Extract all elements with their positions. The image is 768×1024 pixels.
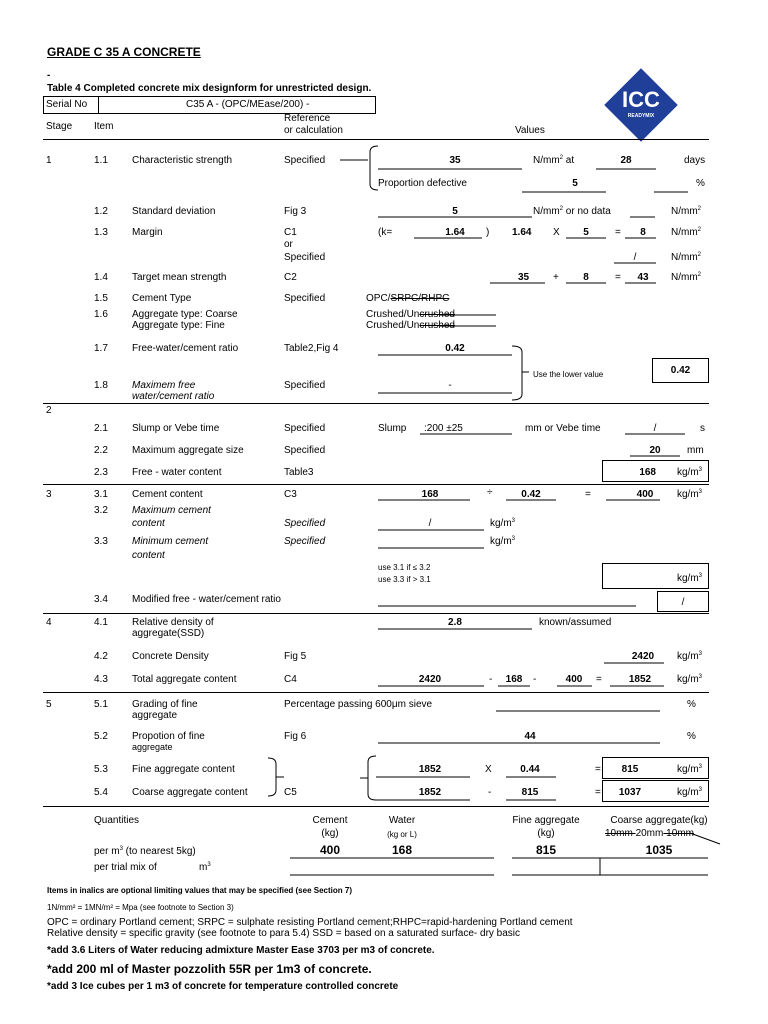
additive-3: *add 3 Ice cubes per 1 m3 of concrete for temperature controlled concrete xyxy=(47,981,399,992)
sup: 3 xyxy=(698,764,703,770)
unit-text: kg/m xyxy=(490,518,512,529)
header-or-calc: or calculation xyxy=(284,125,343,136)
item-1-7-num: 1.7 xyxy=(94,343,108,354)
item-1-1-num: 1.1 xyxy=(94,155,108,166)
struck-a: crushed xyxy=(419,309,455,320)
qty-coarse-value: 1035 xyxy=(645,843,673,857)
unit-text: N/mm xyxy=(671,227,698,238)
max-wc-value: - xyxy=(448,380,452,391)
item-2-1-num: 2.1 xyxy=(94,423,108,434)
sup: 2 xyxy=(697,206,702,212)
item-3-2-label2: content xyxy=(132,518,165,529)
struck-10mm-a: 10mm xyxy=(605,828,636,839)
cement-eq: = xyxy=(585,489,591,500)
fine-agg-x: X xyxy=(485,764,492,775)
qty-water-head: Water xyxy=(388,815,416,826)
qty-cement-head: Cement xyxy=(312,815,348,826)
unit-text: kg/m xyxy=(677,489,699,500)
item-5-3-label: Fine aggregate content xyxy=(132,764,235,775)
item-3-4-num: 3.4 xyxy=(94,594,108,605)
20mm: 20mm xyxy=(635,828,664,839)
use-rule-1: use 3.1 if ≤ 3.2 xyxy=(378,563,431,572)
unit-text: N/mm xyxy=(533,206,560,217)
stage-3: 3 xyxy=(46,489,52,500)
item-1-3-ref2: or xyxy=(284,239,293,250)
unit-text: N/mm xyxy=(671,272,698,283)
coarse-agg-m: - xyxy=(488,787,492,798)
unit-text: kg/m xyxy=(677,573,699,584)
item-3-1-ref: C3 xyxy=(284,489,297,500)
item-1-2-value: 5 xyxy=(452,206,458,217)
total-agg-b: 168 xyxy=(505,674,523,685)
item-1-3-ref3: Specified xyxy=(284,252,326,263)
item-4-3-label: Total aggregate content xyxy=(132,674,237,685)
item-2-2-num: 2.2 xyxy=(94,445,108,456)
item-1-4-num: 1.4 xyxy=(94,272,108,283)
grading-pct: % xyxy=(687,699,696,710)
header-reference: Reference xyxy=(284,113,331,124)
qty-fine-unit: (kg) xyxy=(537,828,555,839)
total-agg-m2: - xyxy=(533,674,537,685)
item-5-4-ref: C5 xyxy=(284,787,297,798)
item-3-2-ref: Specified xyxy=(284,518,326,529)
item-3-3-ref: Specified xyxy=(284,536,326,547)
target-eq: = xyxy=(615,272,621,283)
slump-label: Slump xyxy=(378,423,407,434)
max-cement-value: / xyxy=(428,518,432,529)
margin-k: (k= xyxy=(378,227,393,238)
item-2-3-label: Free - water content xyxy=(132,467,222,478)
item-1-5-num: 1.5 xyxy=(94,293,108,304)
unit-text: kg/m xyxy=(677,674,699,685)
item-4-1-num: 4.1 xyxy=(94,617,108,628)
item-1-8-num: 1.8 xyxy=(94,380,108,391)
additive-1: *add 3.6 Liters of Water reducing admixture Master Ease 3703 per m3 of concrete. xyxy=(47,945,435,956)
unit-text: N/mm xyxy=(671,206,698,217)
sup: 2 xyxy=(559,155,564,161)
item-1-2-num: 1.2 xyxy=(94,206,108,217)
target-b: 8 xyxy=(583,272,589,283)
margin-b: 5 xyxy=(583,227,589,238)
target-a: 35 xyxy=(518,272,530,283)
item-4-1-label2: aggregate(SSD) xyxy=(132,628,205,639)
unit-text: kg/m xyxy=(677,764,699,775)
free-water-value: 168 xyxy=(639,467,656,478)
logo-subtext: READYMIX xyxy=(627,113,655,119)
item-5-4-num: 5.4 xyxy=(94,787,108,798)
item-1-2-label: Standard deviation xyxy=(132,206,216,217)
item-3-3-label2: content xyxy=(132,550,165,561)
item-1-5-label: Cement Type xyxy=(132,293,192,304)
max-agg-value: 20 xyxy=(649,445,661,456)
item-1-7-ref: Table2,Fig 4 xyxy=(284,343,339,354)
serial-label: Serial No xyxy=(46,99,88,110)
quantities-label: Quantities xyxy=(94,815,140,826)
max-agg-unit: mm xyxy=(687,445,704,456)
margin-paren: ) xyxy=(486,227,490,238)
qty-cement-value: 400 xyxy=(319,843,341,857)
proportion-defective-value: 5 xyxy=(572,178,578,189)
sup: 3 xyxy=(698,674,703,680)
additive-2: *add 200 ml of Master pozzolith 55R per 1m3 of concrete. xyxy=(47,962,372,976)
or-no-data: or no data xyxy=(565,206,611,217)
sup: 3 xyxy=(119,846,123,852)
fine-agg-a: 1852 xyxy=(418,764,442,775)
margin-eq: = xyxy=(615,227,621,238)
sup: 3 xyxy=(698,489,703,495)
slump-value: :200 ±25 xyxy=(424,423,463,434)
sup: 2 xyxy=(697,272,702,278)
margin-x: X xyxy=(553,227,560,238)
sup: 3 xyxy=(511,536,516,542)
struck-b: crushed xyxy=(419,320,455,331)
table-caption: Table 4 Completed concrete mix designform for unrestricted design. xyxy=(47,83,372,94)
item-1-3-num: 1.3 xyxy=(94,227,108,238)
sup: 3 xyxy=(698,467,703,473)
m-text: m xyxy=(199,862,208,873)
serial-value: C35 A - (OPC/MEase/200) - xyxy=(186,99,310,110)
item-4-1-label1: Relative density of xyxy=(132,617,214,628)
item-2-2-ref: Specified xyxy=(284,445,326,456)
qty-cement-unit: (kg) xyxy=(321,828,339,839)
coarse-agg-result: 1037 xyxy=(618,787,642,798)
item-2-1-ref: Specified xyxy=(284,423,326,434)
fine-agg-eq: = xyxy=(595,764,601,775)
item-1-4-ref: C2 xyxy=(284,272,297,283)
item-5-2-ref: Fig 6 xyxy=(284,731,307,742)
header-values: Values xyxy=(515,125,545,136)
nearest-text: (to nearest 5kg) xyxy=(122,846,196,857)
item-5-2-label2: aggregate xyxy=(132,742,173,752)
sup: 3 xyxy=(698,651,703,657)
struck-10mm-b: 10mm xyxy=(663,828,694,839)
opc: OPC/ xyxy=(366,293,391,304)
stage-5: 5 xyxy=(46,699,52,710)
coarse-agg-a: 1852 xyxy=(418,787,442,798)
qty-water-unit: (kg or L) xyxy=(387,830,417,839)
document-title: GRADE C 35 A CONCRETE xyxy=(47,45,201,59)
item-1-6-label1: Aggregate type: Coarse xyxy=(132,309,238,320)
sup: 3 xyxy=(698,787,703,793)
note-4: Relative density = specific gravity (see footnote to para 5.4) SSD = based on a saturated surface- dry basic xyxy=(47,928,521,939)
item-4-2-label: Concrete Density xyxy=(132,651,209,662)
item-3-2-num: 3.2 xyxy=(94,505,108,516)
vebe-s: s xyxy=(700,423,705,434)
item-2-3-ref: Table3 xyxy=(284,467,314,478)
note-3: OPC = ordinary Portland cement; SRPC = sulphate resisting Portland cement;RHPC=rapid-hardening Portland cement xyxy=(47,917,573,928)
total-agg-result: 1852 xyxy=(628,674,652,685)
item-2-3-num: 2.3 xyxy=(94,467,108,478)
item-5-2-label1: Propotion of fine xyxy=(132,731,205,742)
qty-fine-head: Fine aggregate xyxy=(512,815,580,826)
total-agg-a: 2420 xyxy=(418,674,442,685)
item-1-1-value: 35 xyxy=(449,155,461,166)
proportion-defective-pct: % xyxy=(696,178,705,189)
coarse-agg-eq: = xyxy=(595,787,601,798)
item-3-3-num: 3.3 xyxy=(94,536,108,547)
struck-srpc: SRPC/RHPC xyxy=(390,293,450,304)
sup: 2 xyxy=(697,252,702,258)
margin-slash: / xyxy=(633,252,637,263)
qty-coarse-head: Coarse aggregate(kg) xyxy=(610,815,708,826)
fine-agg-b: 0.44 xyxy=(520,764,540,775)
sup: 3 xyxy=(207,862,211,868)
dash: - xyxy=(47,70,51,81)
item-1-4-label: Target mean strength xyxy=(132,272,227,283)
header-stage: Stage xyxy=(46,121,73,132)
qty-fine-value: 815 xyxy=(535,843,557,857)
stage-2: 2 xyxy=(46,405,52,416)
item-1-6-num: 1.6 xyxy=(94,309,108,320)
logo-text: ICC xyxy=(622,87,660,112)
qty-water-value: 168 xyxy=(391,843,413,857)
per-trial-label: per trial mix of xyxy=(94,862,157,873)
item-4-3-num: 4.3 xyxy=(94,674,108,685)
fine-prop-pct: % xyxy=(687,731,696,742)
unit-text: kg/m xyxy=(677,787,699,798)
margin-k-value: 1.64 xyxy=(445,227,465,238)
stage-1: 1 xyxy=(46,155,52,166)
item-5-1-num: 5.1 xyxy=(94,699,108,710)
total-agg-eq: = xyxy=(596,674,602,685)
item-5-1-label2: aggregate xyxy=(132,710,178,721)
use-rule-2: use 3.3 if > 3.1 xyxy=(378,575,431,584)
coarse-agg-b: 815 xyxy=(521,787,539,798)
margin-result: 8 xyxy=(640,227,646,238)
item-1-8-ref: Specified xyxy=(284,380,326,391)
crushed-a: Crushed/Un xyxy=(366,309,420,320)
item-5-1-label1: Grading of fine xyxy=(132,699,198,710)
target-plus: + xyxy=(553,272,559,283)
fine-prop-value: 44 xyxy=(524,731,536,742)
proportion-defective-label: Proportion defective xyxy=(378,178,467,189)
total-agg-m1: - xyxy=(489,674,493,685)
cement-div: ÷ xyxy=(487,487,493,498)
rel-density-note: known/assumed xyxy=(539,617,612,628)
total-agg-c: 400 xyxy=(565,674,583,685)
item-1-6-label2: Aggregate type: Fine xyxy=(132,320,225,331)
sup: 3 xyxy=(698,573,703,579)
cement-b: 0.42 xyxy=(521,489,541,500)
unit-text: kg/m xyxy=(677,467,699,478)
margin-a: 1.64 xyxy=(512,227,532,238)
at-text: at xyxy=(565,155,575,166)
item-1-1-days-value: 28 xyxy=(620,155,632,166)
item-4-2-num: 4.2 xyxy=(94,651,108,662)
slump-unit: mm or Vebe time xyxy=(525,423,601,434)
item-1-1-days: days xyxy=(684,155,706,166)
target-result: 43 xyxy=(637,272,649,283)
item-1-3-label: Margin xyxy=(132,227,163,238)
sup: 2 xyxy=(559,206,564,212)
sup: 3 xyxy=(511,518,516,524)
item-3-1-label: Cement content xyxy=(132,489,203,500)
item-1-8-label2: water/cement ratio xyxy=(132,391,215,402)
unit-text: N/mm xyxy=(671,252,698,263)
item-5-3-num: 5.3 xyxy=(94,764,108,775)
cement-result: 400 xyxy=(636,489,654,500)
unit-text: kg/m xyxy=(677,651,699,662)
rel-density-value: 2.8 xyxy=(448,617,462,628)
unit-text: N/mm xyxy=(533,155,560,166)
wc-result: 0.42 xyxy=(670,365,691,376)
item-4-3-ref: C4 xyxy=(284,674,297,685)
per-m-text: per m xyxy=(94,846,120,857)
stage-4: 4 xyxy=(46,617,52,628)
item-1-7-label: Free-water/cement ratio xyxy=(132,343,239,354)
item-2-1-label: Slump or Vebe time xyxy=(132,423,220,434)
cement-a: 168 xyxy=(421,489,439,500)
item-1-2-ref: Fig 3 xyxy=(284,206,307,217)
note-1: Items in inalics are optional limiting values that may be specified (see Section 7) xyxy=(47,886,352,895)
item-3-3-label1: Minimum cement xyxy=(132,536,209,547)
modified-wc-value: / xyxy=(681,597,685,608)
item-5-1-ref: Percentage passing 600μm sieve xyxy=(284,699,433,710)
header-item: Item xyxy=(94,121,114,132)
crushed-b: Crushed/Un xyxy=(366,320,420,331)
item-3-4-label: Modified free - water/cement ratio xyxy=(132,594,281,605)
item-3-2-label1: Maximum cement xyxy=(132,505,211,516)
item-1-5-ref: Specified xyxy=(284,293,326,304)
sup: 2 xyxy=(697,227,702,233)
wc-ratio-value: 0.42 xyxy=(445,343,465,354)
item-2-2-label: Maximum aggregate size xyxy=(132,445,244,456)
vebe-slash: / xyxy=(653,423,657,434)
item-1-8-label1: Maximem free xyxy=(132,380,196,391)
item-1-1-ref: Specified xyxy=(284,155,326,166)
unit-text: kg/m xyxy=(490,536,512,547)
lower-value-note: Use the lower value xyxy=(533,370,604,379)
fine-agg-result: 815 xyxy=(621,764,639,775)
item-5-2-num: 5.2 xyxy=(94,731,108,742)
item-1-1-label: Characteristic strength xyxy=(132,155,233,166)
conc-density-value: 2420 xyxy=(631,651,655,662)
item-4-2-ref: Fig 5 xyxy=(284,651,307,662)
item-3-1-num: 3.1 xyxy=(94,489,108,500)
item-1-3-ref1: C1 xyxy=(284,227,297,238)
item-5-4-label: Coarse aggregate content xyxy=(132,787,248,798)
note-2: 1N/mm² = 1MN/m² = Mpa (see footnote to Section 3) xyxy=(47,903,234,912)
